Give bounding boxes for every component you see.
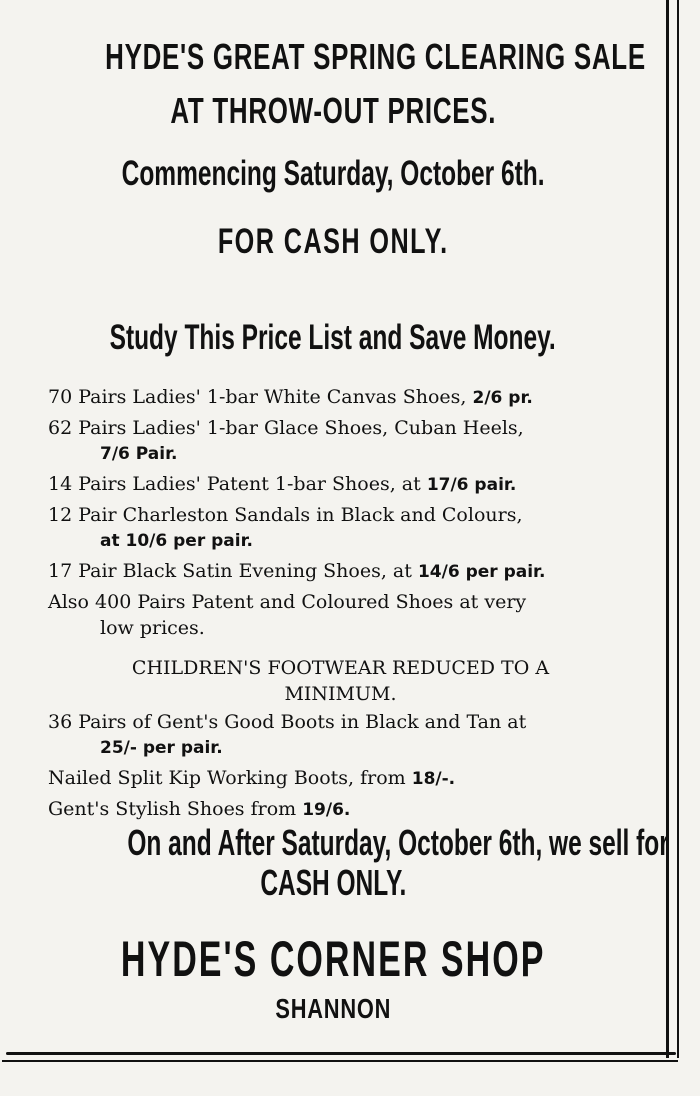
shop-town: SHANNON (275, 993, 391, 1024)
price-list-item: 17 Pair Black Satin Evening Shoes, at 14/6 per pair. (48, 560, 546, 582)
price-list-item: 62 Pairs Ladies' 1-bar Glace Shoes, Cuban Heels, 7/6 Pair. (48, 417, 524, 464)
shop-name: HYDE'S CORNER SHOP (120, 931, 546, 987)
price-list-item: 14 Pairs Ladies' Patent 1-bar Shoes, at 17/6 pair. (48, 473, 517, 495)
price-list-item: Also 400 Pairs Patent and Coloured Shoes at very low prices. (48, 591, 527, 639)
headline-prices: AT THROW-OUT PRICES. (170, 90, 496, 131)
children-notice: CHILDREN'S FOOTWEAR REDUCED TO A MINIMUM. (131, 657, 550, 705)
footer-notice: On and After Saturday, October 6th, we sell for (127, 822, 669, 863)
price-list-item: 12 Pair Charleston Sandals in Black and Colours, at 10/6 per pair. (48, 504, 523, 551)
border-rule-bottom-outer (2, 1060, 678, 1062)
price-list (48, 384, 633, 827)
border-rule-right (666, 0, 669, 1058)
price-list-item: Nailed Split Kip Working Boots, from 18/-. (48, 767, 456, 789)
headline-study: Study This Price List and Save Money. (109, 318, 557, 357)
price-list-item: 70 Pairs Ladies' 1-bar White Canvas Shoes, 2/6 pr. (48, 386, 533, 408)
border-rule-right-outer (677, 0, 679, 1058)
price-list-item: Gent's Stylish Shoes from 19/6. (48, 798, 351, 820)
border-rule-bottom (6, 1052, 676, 1055)
price-list-item: 36 Pairs of Gent's Good Boots in Black and Tan at 25/- per pair. (48, 711, 527, 758)
headline-cash: FOR CASH ONLY. (217, 222, 449, 261)
footer-cash: CASH ONLY. (259, 862, 407, 903)
headline-sale: HYDE'S GREAT SPRING CLEARING SALE (105, 36, 646, 77)
headline-date: Commencing Saturday, October 6th. (121, 154, 545, 193)
